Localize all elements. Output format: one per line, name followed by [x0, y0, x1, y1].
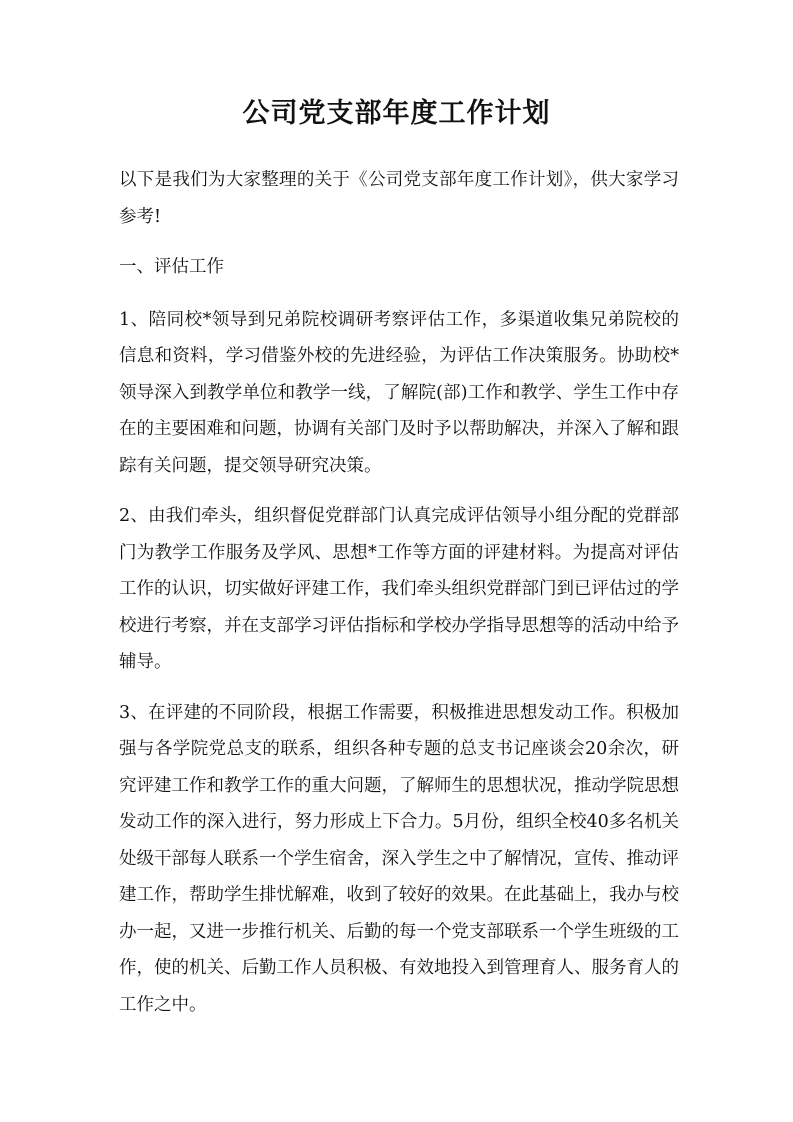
- intro-paragraph: 以下是我们为大家整理的关于《公司党支部年度工作计划》，供大家学习参考!: [119, 170, 679, 227]
- document-title: 公司党支部年度工作计划: [242, 98, 551, 129]
- paragraph-3: 3、在评建的不同阶段，根据工作需要，积极推进思想发动工作。积极加强与各学院党总支的联系，组织各种专题的总支书记座谈会20余次，研究评建工作和教学工作的重大问题，了解师生的思想状况，推动学院思想发动工作的深入进行，努力形成上下合力。5月份，组织全校40多名机关处级干部每人联系一个学生宿舍，深入学生之中了解情况，宣传、推动评建工作，帮助学生排忧解难，收到了较好的效果。在此基础上，我办与校办一起，又进一步推行机关、后勤的每一个党支部联系一个学生班级的工作，使的机关、后勤工作人员积极、有效地投入到管理育人、服务育人的工作之中。: [119, 702, 679, 1015]
- paragraph-2: 2、由我们牵头，组织督促党群部门认真完成评估领导小组分配的党群部门为教学工作服务及学风、思想*工作等方面的评建材料。为提高对评估工作的认识，切实做好评建工作，我们牵头组织党群部门到已评估过的学校进行考察，并在支部学习评估指标和学校办学指导思想等的活动中给予辅导。: [119, 506, 679, 672]
- paragraph-1: 1、陪同校*领导到兄弟院校调研考察评估工作，多渠道收集兄弟院校的信息和资料，学习借鉴外校的先进经验，为评估工作决策服务。协助校*领导深入到教学单位和教学一线，了解院(部)工作和教学、学生工作中存在的主要困难和问题，协调有关部门及时予以帮助解决，并深入了解和跟踪有关问题，提交领导研究决策。: [119, 309, 679, 476]
- document-body: [119, 162, 679, 1037]
- section-heading: 一、评估工作: [119, 257, 224, 277]
